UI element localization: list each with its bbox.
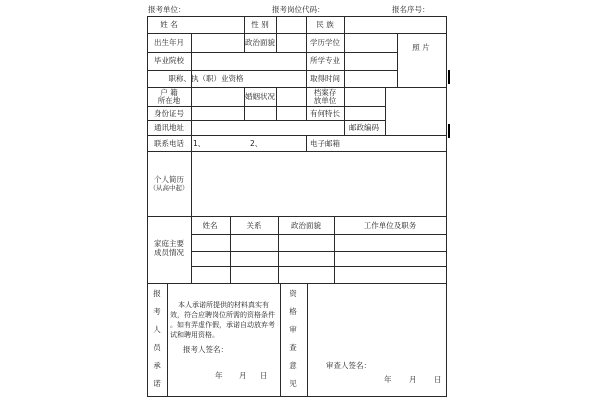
email-label: 电子邮箱 <box>310 139 340 148</box>
political-label: 政治面貌 <box>245 38 275 47</box>
education-label: 学历学位 <box>310 38 340 47</box>
applicant-date-day: 日 <box>260 371 268 380</box>
review-side-char: 资 <box>289 289 297 298</box>
family-header-relation: 关系 <box>246 221 262 230</box>
commitment-side-char: 报 <box>153 289 161 298</box>
title-qualification-label: 职称、执（职）业资格 <box>168 74 244 83</box>
commitment-line: 试和聘用资格。 <box>170 331 219 339</box>
review-side-char: 审 <box>289 325 297 334</box>
gender-label: 性 别 <box>251 20 269 29</box>
applicant-signature-label: 报考人签名： <box>183 345 228 354</box>
commitment-side-char: 承 <box>153 361 161 370</box>
edge-mark <box>448 70 450 84</box>
review-side-char: 意 <box>289 361 297 370</box>
commitment-side-char: 员 <box>153 343 161 352</box>
applicant-date-month: 月 <box>239 371 247 380</box>
family-label-line2: 成员情况 <box>154 248 184 257</box>
name-label: 姓 名 <box>160 20 178 29</box>
review-date-year: 年 <box>384 375 392 384</box>
review-date-day: 日 <box>434 375 442 384</box>
commitment-side-char: 诺 <box>153 379 161 388</box>
major-label: 所学专业 <box>310 56 340 65</box>
phone-1-label: 1、 <box>193 139 206 148</box>
review-side-char: 格 <box>289 307 297 316</box>
reviewer-signature-label: 审查人签名： <box>326 361 371 370</box>
ethnicity-label: 民 族 <box>316 20 334 29</box>
applicant-date-year: 年 <box>215 371 223 380</box>
review-date-month: 月 <box>409 375 417 384</box>
marital-label: 婚姻状况 <box>245 92 275 101</box>
id-card-label: 身份证号 <box>154 109 184 118</box>
family-header-name: 姓名 <box>202 221 218 230</box>
photo-label: 照 片 <box>412 43 430 52</box>
position-code-label: 报考岗位代码： <box>272 5 325 14</box>
family-label-line1: 家庭主要 <box>154 239 184 248</box>
family-header-political: 政治面貌 <box>291 221 321 230</box>
archive-label-line1: 档案存 <box>313 88 337 97</box>
birth-label: 出生年月 <box>154 38 184 47</box>
hukou-label-line2: 所在地 <box>157 96 181 105</box>
address-label: 通讯地址 <box>154 123 184 132</box>
obtain-time-label: 取得时间 <box>310 74 340 83</box>
commitment-line: 。如有弄虚作假，承诺自动放弃考 <box>170 321 275 329</box>
commitment-side-char: 考 <box>153 307 161 316</box>
review-side-char: 见 <box>289 379 297 388</box>
serial-label: 报名序号： <box>392 5 430 14</box>
commitment-side-char: 人 <box>153 325 161 334</box>
commitment-line: 效，符合应聘岗位所需的资格条件 <box>170 311 275 319</box>
hukou-label-line1: 户 籍 <box>160 88 178 97</box>
phone-2-label: 2、 <box>250 139 263 148</box>
review-side-char: 查 <box>289 343 297 352</box>
commitment-line: 本人承诺所提供的材料真实有 <box>178 301 269 309</box>
archive-label-line2: 放单位 <box>313 96 337 105</box>
resume-label-line1: 个人简历 <box>154 175 184 184</box>
specialty-label: 有何特长 <box>310 109 340 118</box>
family-header-work: 工作单位及职务 <box>363 221 417 230</box>
phone-label: 联系电话 <box>154 139 184 148</box>
resume-label-line2: （从高中起） <box>149 184 189 192</box>
edge-mark <box>448 124 450 138</box>
postcode-label: 邮政编码 <box>349 123 379 132</box>
school-label: 毕业院校 <box>154 56 184 65</box>
unit-label: 报考单位： <box>148 5 186 14</box>
